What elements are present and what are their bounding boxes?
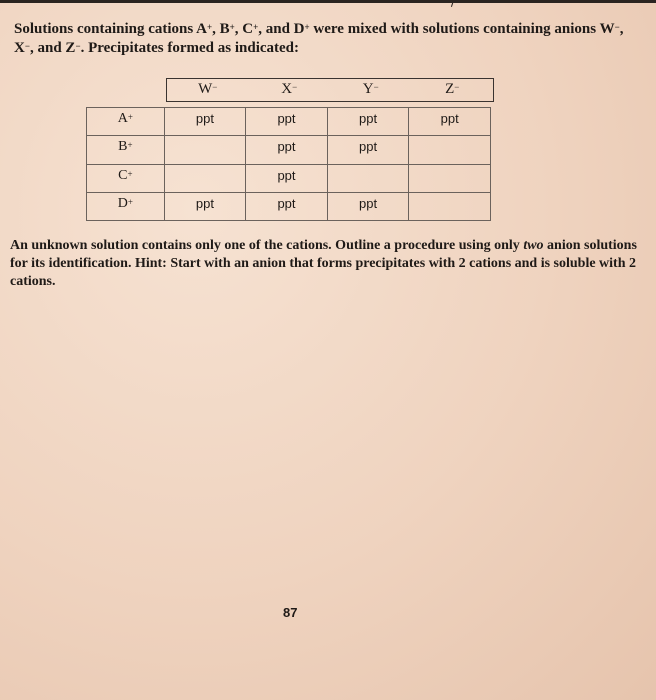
intro-text-7: , and Z [29,40,76,56]
page-number: 87 [283,605,298,620]
anion-label: W [198,81,213,97]
intro-sup-c: + [253,22,259,32]
cell-d-w: ppt [164,192,246,220]
cation-sup: + [127,196,133,207]
cell-b-x: ppt [246,136,328,164]
cation-sup: + [127,140,133,151]
cell-c-y [327,164,409,192]
cation-label: B [118,139,128,155]
cation-sup: + [127,168,133,179]
anion-header-y [330,79,412,101]
table-row-b [87,136,491,164]
anion-header-z [412,79,494,101]
cell-d-z [409,192,491,220]
table-row-c [87,164,491,192]
cation-a [87,108,165,136]
intro-sup-b: + [229,22,235,32]
intro-text-2: , B [212,21,230,37]
cell-c-z [409,164,491,192]
question-text [10,237,650,291]
cation-c [87,164,165,192]
cell-b-y: ppt [327,136,409,164]
cell-a-x: ppt [246,108,328,136]
cell-b-z [409,136,491,164]
table-row-d [87,192,491,220]
cation-label: C [118,167,128,183]
intro-sup-d: + [304,22,310,32]
cell-b-w [164,136,246,164]
anion-label: X [281,81,293,97]
top-rule [0,0,656,3]
question-italic: two [523,238,544,253]
anion-sup: − [292,82,298,92]
anion-label: Z [445,81,455,97]
intro-text-1: Solutions containing cations A [14,21,207,37]
intro-text-4: , and D [258,21,305,37]
table-row-a [87,108,491,136]
intro-sup-w: − [614,22,620,32]
anion-label: Y [362,81,374,97]
problem-intro [14,20,634,58]
anion-sup: − [454,82,460,92]
question-part-1: An unknown solution contains only one of the cations. Outline a procedure using only [10,238,524,253]
cation-label: D [117,195,128,211]
anion-sup: − [373,82,379,92]
anion-header-row [166,78,494,102]
cation-b [87,136,165,164]
cell-c-w [164,164,246,192]
question-part-2: anion solutions for its identification. Hint: Start with an anion that forms precipitates with 2 cations and is soluble with 2 cations. [10,238,637,289]
intro-text-8: . Precipitates formed as indicated: [80,40,300,56]
intro-text-5: were mixed with solutions containing anions W [309,21,615,37]
intro-sup-a: + [206,22,213,32]
anion-header-x [249,79,331,101]
anion-sup: − [212,82,218,92]
intro-sup-x: − [24,41,30,51]
intro-text-3: , C [234,21,254,37]
intro-sup-z: − [75,41,81,51]
anion-header-w [167,79,249,101]
precipitate-table [86,107,491,221]
cation-sup: + [127,112,133,122]
cell-a-z: ppt [409,108,491,136]
cell-a-y: ppt [327,108,409,136]
cation-label: A [117,111,128,126]
cation-d [87,192,165,220]
cell-d-x: ppt [246,192,328,220]
cell-a-w: ppt [164,108,246,136]
cell-d-y: ppt [327,192,409,220]
cell-c-x: ppt [246,164,328,192]
intro-text-6: , X [14,21,624,56]
